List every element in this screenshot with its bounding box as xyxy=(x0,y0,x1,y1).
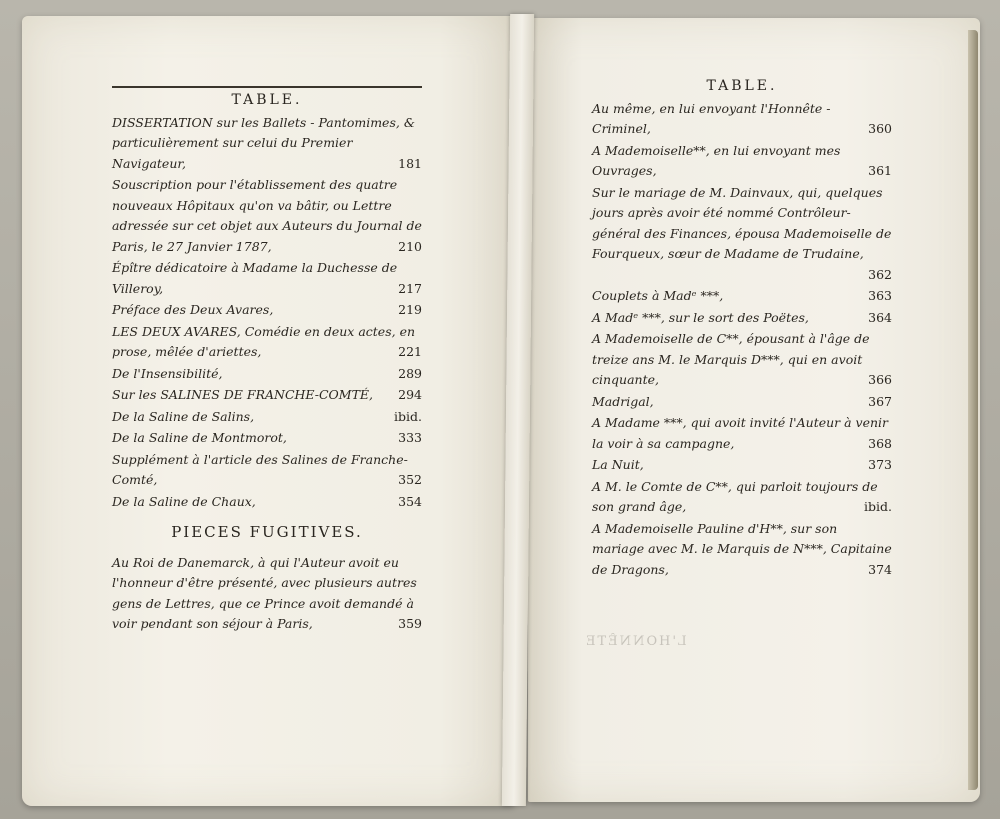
toc-entry-page: 360 xyxy=(868,121,892,136)
toc-entry xyxy=(112,175,422,257)
toc-entry-page: 219 xyxy=(398,302,422,317)
toc-entry-text: LES DEUX AVARES, Comédie en deux actes, en prose, mêlée d'ariettes, xyxy=(112,323,416,359)
toc-entry-page: 217 xyxy=(398,280,422,296)
toc-entry xyxy=(592,413,892,454)
right-page-title: TABLE. xyxy=(706,78,778,94)
toc-entry-page: 289 xyxy=(398,365,422,381)
toc-entry xyxy=(592,477,892,518)
toc-entry xyxy=(112,300,422,321)
toc-entry xyxy=(112,364,422,385)
toc-entry-page: 181 xyxy=(398,155,422,171)
toc-entry-page: 374 xyxy=(868,561,892,577)
toc-entry xyxy=(592,183,892,286)
toc-entry-page: 354 xyxy=(398,493,422,509)
toc-entry-text: A Mademoiselle**, en lui envoyant mes Ouvrages, xyxy=(592,142,841,178)
toc-entry-page: 367 xyxy=(868,393,892,409)
toc-entry-text: Préface des Deux Avares, xyxy=(112,302,274,317)
page-edge xyxy=(968,30,978,790)
toc-entry-page: ibid. xyxy=(864,499,892,514)
toc-entry-text: A Madᵉ ***, sur le sort des Poëtes, xyxy=(592,309,809,325)
toc-entry xyxy=(592,455,892,476)
toc-entry-page: 366 xyxy=(868,372,892,387)
toc-entry-text: Madrigal, xyxy=(592,393,654,409)
toc-entry xyxy=(112,492,422,513)
toc-entry xyxy=(112,258,422,299)
toc-entry-text: De la Saline de Salins, xyxy=(112,408,255,424)
toc-entry-page: 373 xyxy=(868,457,892,472)
right-entry-list xyxy=(592,99,892,581)
toc-entry-page: ibid. xyxy=(394,408,422,424)
toc-entry-page: 352 xyxy=(398,472,422,487)
toc-entry-page: 363 xyxy=(868,288,892,303)
show-through-text: L'HONNÊTE xyxy=(584,634,687,649)
toc-entry xyxy=(592,392,892,413)
toc-entry-text: Au même, en lui envoyant l'Honnête - Criminel, xyxy=(592,100,831,136)
toc-entry-page: 362 xyxy=(868,266,892,282)
toc-entry-text: Sur le mariage de M. Dainvaux, qui, quelques jours après avoir été nommé Contrôleur-général des Finances, épousa Mademoiselle de Fourqueux, sœur de Madame de Trudaine, xyxy=(592,184,892,261)
toc-entry xyxy=(592,308,892,329)
toc-entry xyxy=(592,519,892,581)
right-table-of-contents xyxy=(592,76,892,581)
toc-entry-text: Couplets à Madᵉ ***, xyxy=(592,288,724,303)
toc-entry-page: 294 xyxy=(398,387,422,402)
left-page-title: TABLE. xyxy=(112,86,422,111)
toc-entry-text: De l'Insensibilité, xyxy=(112,365,223,381)
toc-entry-page: 359 xyxy=(398,616,422,631)
toc-entry-page: 333 xyxy=(398,430,422,445)
toc-entry-page: 210 xyxy=(398,238,422,254)
toc-entry xyxy=(592,99,892,140)
toc-entry-text: Souscription pour l'établissement des quatre nouveaux Hôpitaux qu'on va bâtir, ou Lettre adressée sur cet objet aux Auteurs du Journal de Paris, le 27 Janvier 1787, xyxy=(112,177,422,254)
toc-entry xyxy=(592,329,892,391)
toc-entry-text: De la Saline de Chaux, xyxy=(112,493,256,509)
left-entry-list xyxy=(112,113,422,513)
toc-entry-text: A Mademoiselle Pauline d'H**, sur son mariage avec M. le Marquis de N***, Capitaine de Dragons, xyxy=(592,520,892,577)
toc-entry-text: Sur les SALINES DE FRANCHE-COMTÉ, xyxy=(112,387,374,402)
section-heading: PIECES FUGITIVES. xyxy=(171,523,363,541)
toc-entry-text: Supplément à l'article des Salines de Franche-Comté, xyxy=(112,451,408,487)
toc-entry xyxy=(112,450,422,491)
toc-entry xyxy=(112,385,422,406)
toc-entry xyxy=(112,553,422,635)
toc-entry xyxy=(112,113,422,175)
toc-entry xyxy=(112,428,422,449)
toc-entry-text: De la Saline de Montmorot, xyxy=(112,430,287,445)
toc-entry xyxy=(592,286,892,307)
toc-entry-page: 364 xyxy=(868,309,892,325)
toc-entry-text: La Nuit, xyxy=(592,457,644,472)
toc-entry xyxy=(592,141,892,182)
toc-entry-page: 361 xyxy=(868,163,892,178)
toc-entry-page: 221 xyxy=(398,344,422,359)
toc-entry xyxy=(112,407,422,428)
left-table-of-contents xyxy=(112,86,422,636)
toc-entry-page: 368 xyxy=(868,435,892,451)
toc-entry xyxy=(112,322,422,363)
toc-entry-text: A Madame ***, qui avoit invité l'Auteur à venir la voir à sa campagne, xyxy=(592,415,889,451)
toc-entry-text: Épître dédicatoire à Madame la Duchesse de Villeroy, xyxy=(112,260,398,296)
toc-entry-text: DISSERTATION sur les Ballets - Pantomimes, & particulièrement sur celui du Premier Navigateur, xyxy=(112,114,415,171)
fugitive-entry-list xyxy=(112,553,422,635)
toc-entry-text: Au Roi de Danemarck, à qui l'Auteur avoit eu l'honneur d'être présenté, avec plusieurs autres gens de Lettres, que ce Prince avoit demandé à voir pendant son séjour à Paris, xyxy=(112,554,417,631)
toc-entry-text: A M. le Comte de C**, qui parloit toujours de son grand âge, xyxy=(592,478,878,514)
toc-entry-text: A Mademoiselle de C**, épousant à l'âge de treize ans M. le Marquis D***, qui en avoit cinquante, xyxy=(592,331,870,387)
